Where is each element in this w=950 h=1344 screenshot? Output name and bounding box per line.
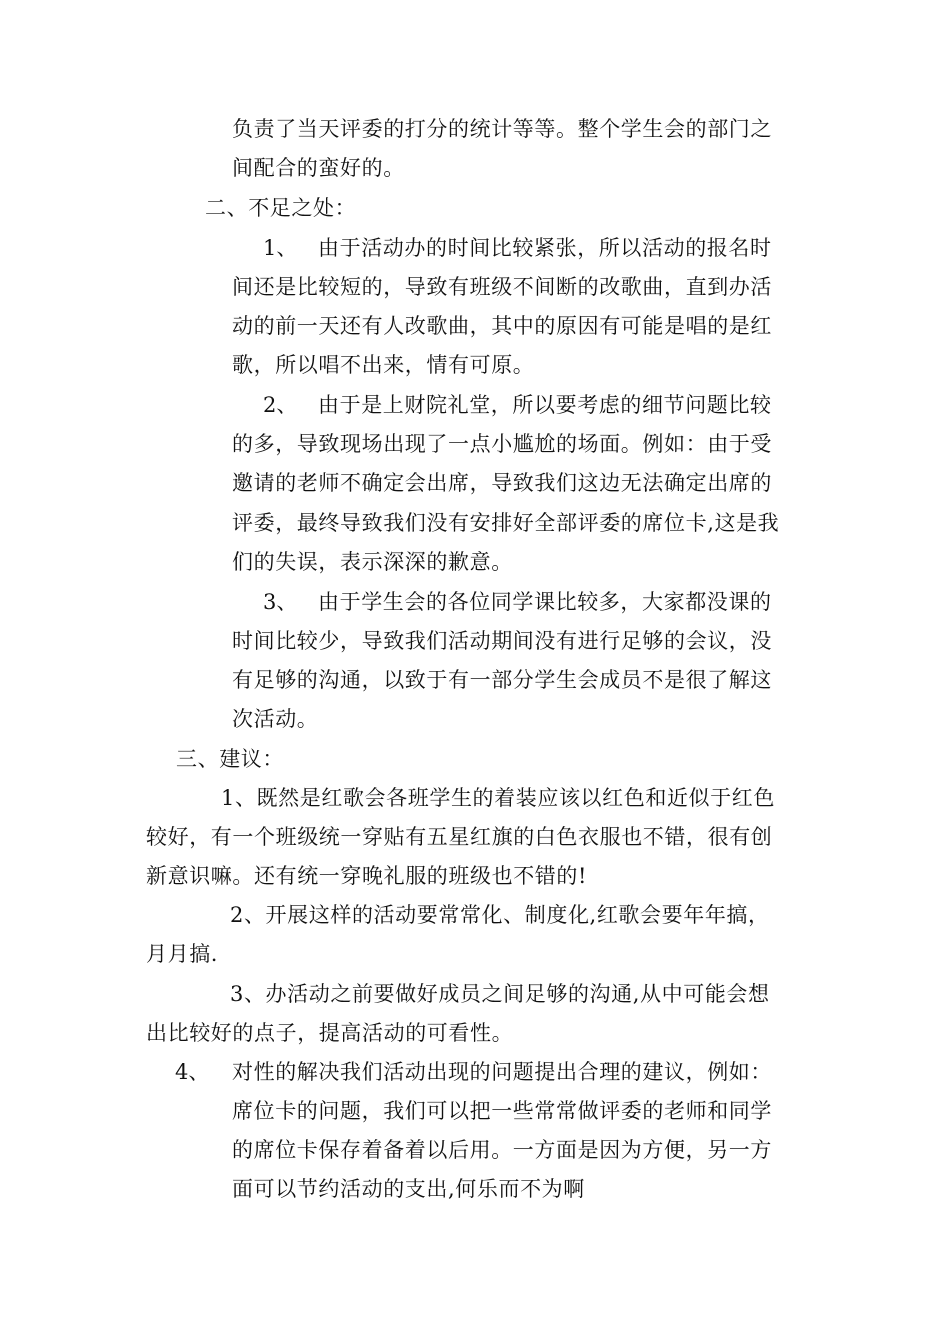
paragraph-line: 月月搞. [146, 942, 219, 966]
paragraph-line: 出比较好的点子，提高活动的可看性。 [146, 1021, 514, 1045]
paragraph-line: 评委，最终导致我们没有安排好全部评委的席位卡,这是我 [232, 511, 780, 535]
paragraph-line: 负责了当天评委的打分的统计等等。整个学生会的部门之 [232, 117, 772, 141]
paragraph-line: 的多，导致现场出现了一点小尴尬的场面。例如：由于受 [232, 432, 772, 456]
paragraph-line: 新意识嘛。还有统一穿晚礼服的班级也不错的! [146, 864, 588, 888]
paragraph-line: 1、既然是红歌会各班学生的着装应该以红色和近似于红色 [221, 786, 775, 810]
list-number: 1、 [263, 236, 298, 260]
paragraph-line: 对性的解决我们活动出现的问题提出合理的建议，例如： [232, 1060, 772, 1084]
paragraph-line: 邀请的老师不确定会出席，导致我们这边无法确定出席的 [232, 471, 772, 495]
paragraph-line: 间配合的蛮好的。 [232, 156, 405, 180]
paragraph-line: 由于是上财院礼堂，所以要考虑的细节问题比较 [318, 393, 772, 417]
list-number: 3、 [263, 590, 298, 614]
paragraph-line: 的席位卡保存着备着以后用。一方面是因为方便，另一方 [232, 1138, 772, 1162]
paragraph-line: 由于活动办的时间比较紧张，所以活动的报名时 [318, 236, 772, 260]
paragraph-line: 面可以节约活动的支出,何乐而不为啊 [232, 1177, 585, 1201]
paragraph-line: 动的前一天还有人改歌曲，其中的原因有可能是唱的是红 [232, 314, 772, 338]
paragraph-line: 有足够的沟通，以致于有一部分学生会成员不是很了解这 [232, 668, 772, 692]
paragraph-line: 席位卡的问题，我们可以把一些常常做评委的老师和同学 [232, 1099, 772, 1123]
list-number: 4、 [175, 1060, 210, 1084]
paragraph-line: 3、办活动之前要做好成员之间足够的沟通,从中可能会想 [230, 982, 770, 1006]
paragraph-line: 次活动。 [232, 707, 319, 731]
section-heading: 二、不足之处： [205, 196, 357, 220]
section-heading: 三、建议： [176, 747, 284, 771]
list-number: 2、 [263, 393, 298, 417]
paragraph-line: 们的失误，表示深深的歉意。 [232, 550, 513, 574]
paragraph-line: 间还是比较短的，导致有班级不间断的改歌曲，直到办活 [232, 275, 772, 299]
paragraph-line: 较好，有一个班级统一穿贴有五星红旗的白色衣服也不错，很有创 [146, 825, 773, 849]
paragraph-line: 2、开展这样的活动要常常化、制度化,红歌会要年年搞， [230, 903, 770, 927]
paragraph-line: 歌，所以唱不出来，情有可原。 [232, 353, 535, 377]
paragraph-line: 由于学生会的各位同学课比较多，大家都没课的 [318, 590, 772, 614]
paragraph-line: 时间比较少，导致我们活动期间没有进行足够的会议，没 [232, 629, 772, 653]
